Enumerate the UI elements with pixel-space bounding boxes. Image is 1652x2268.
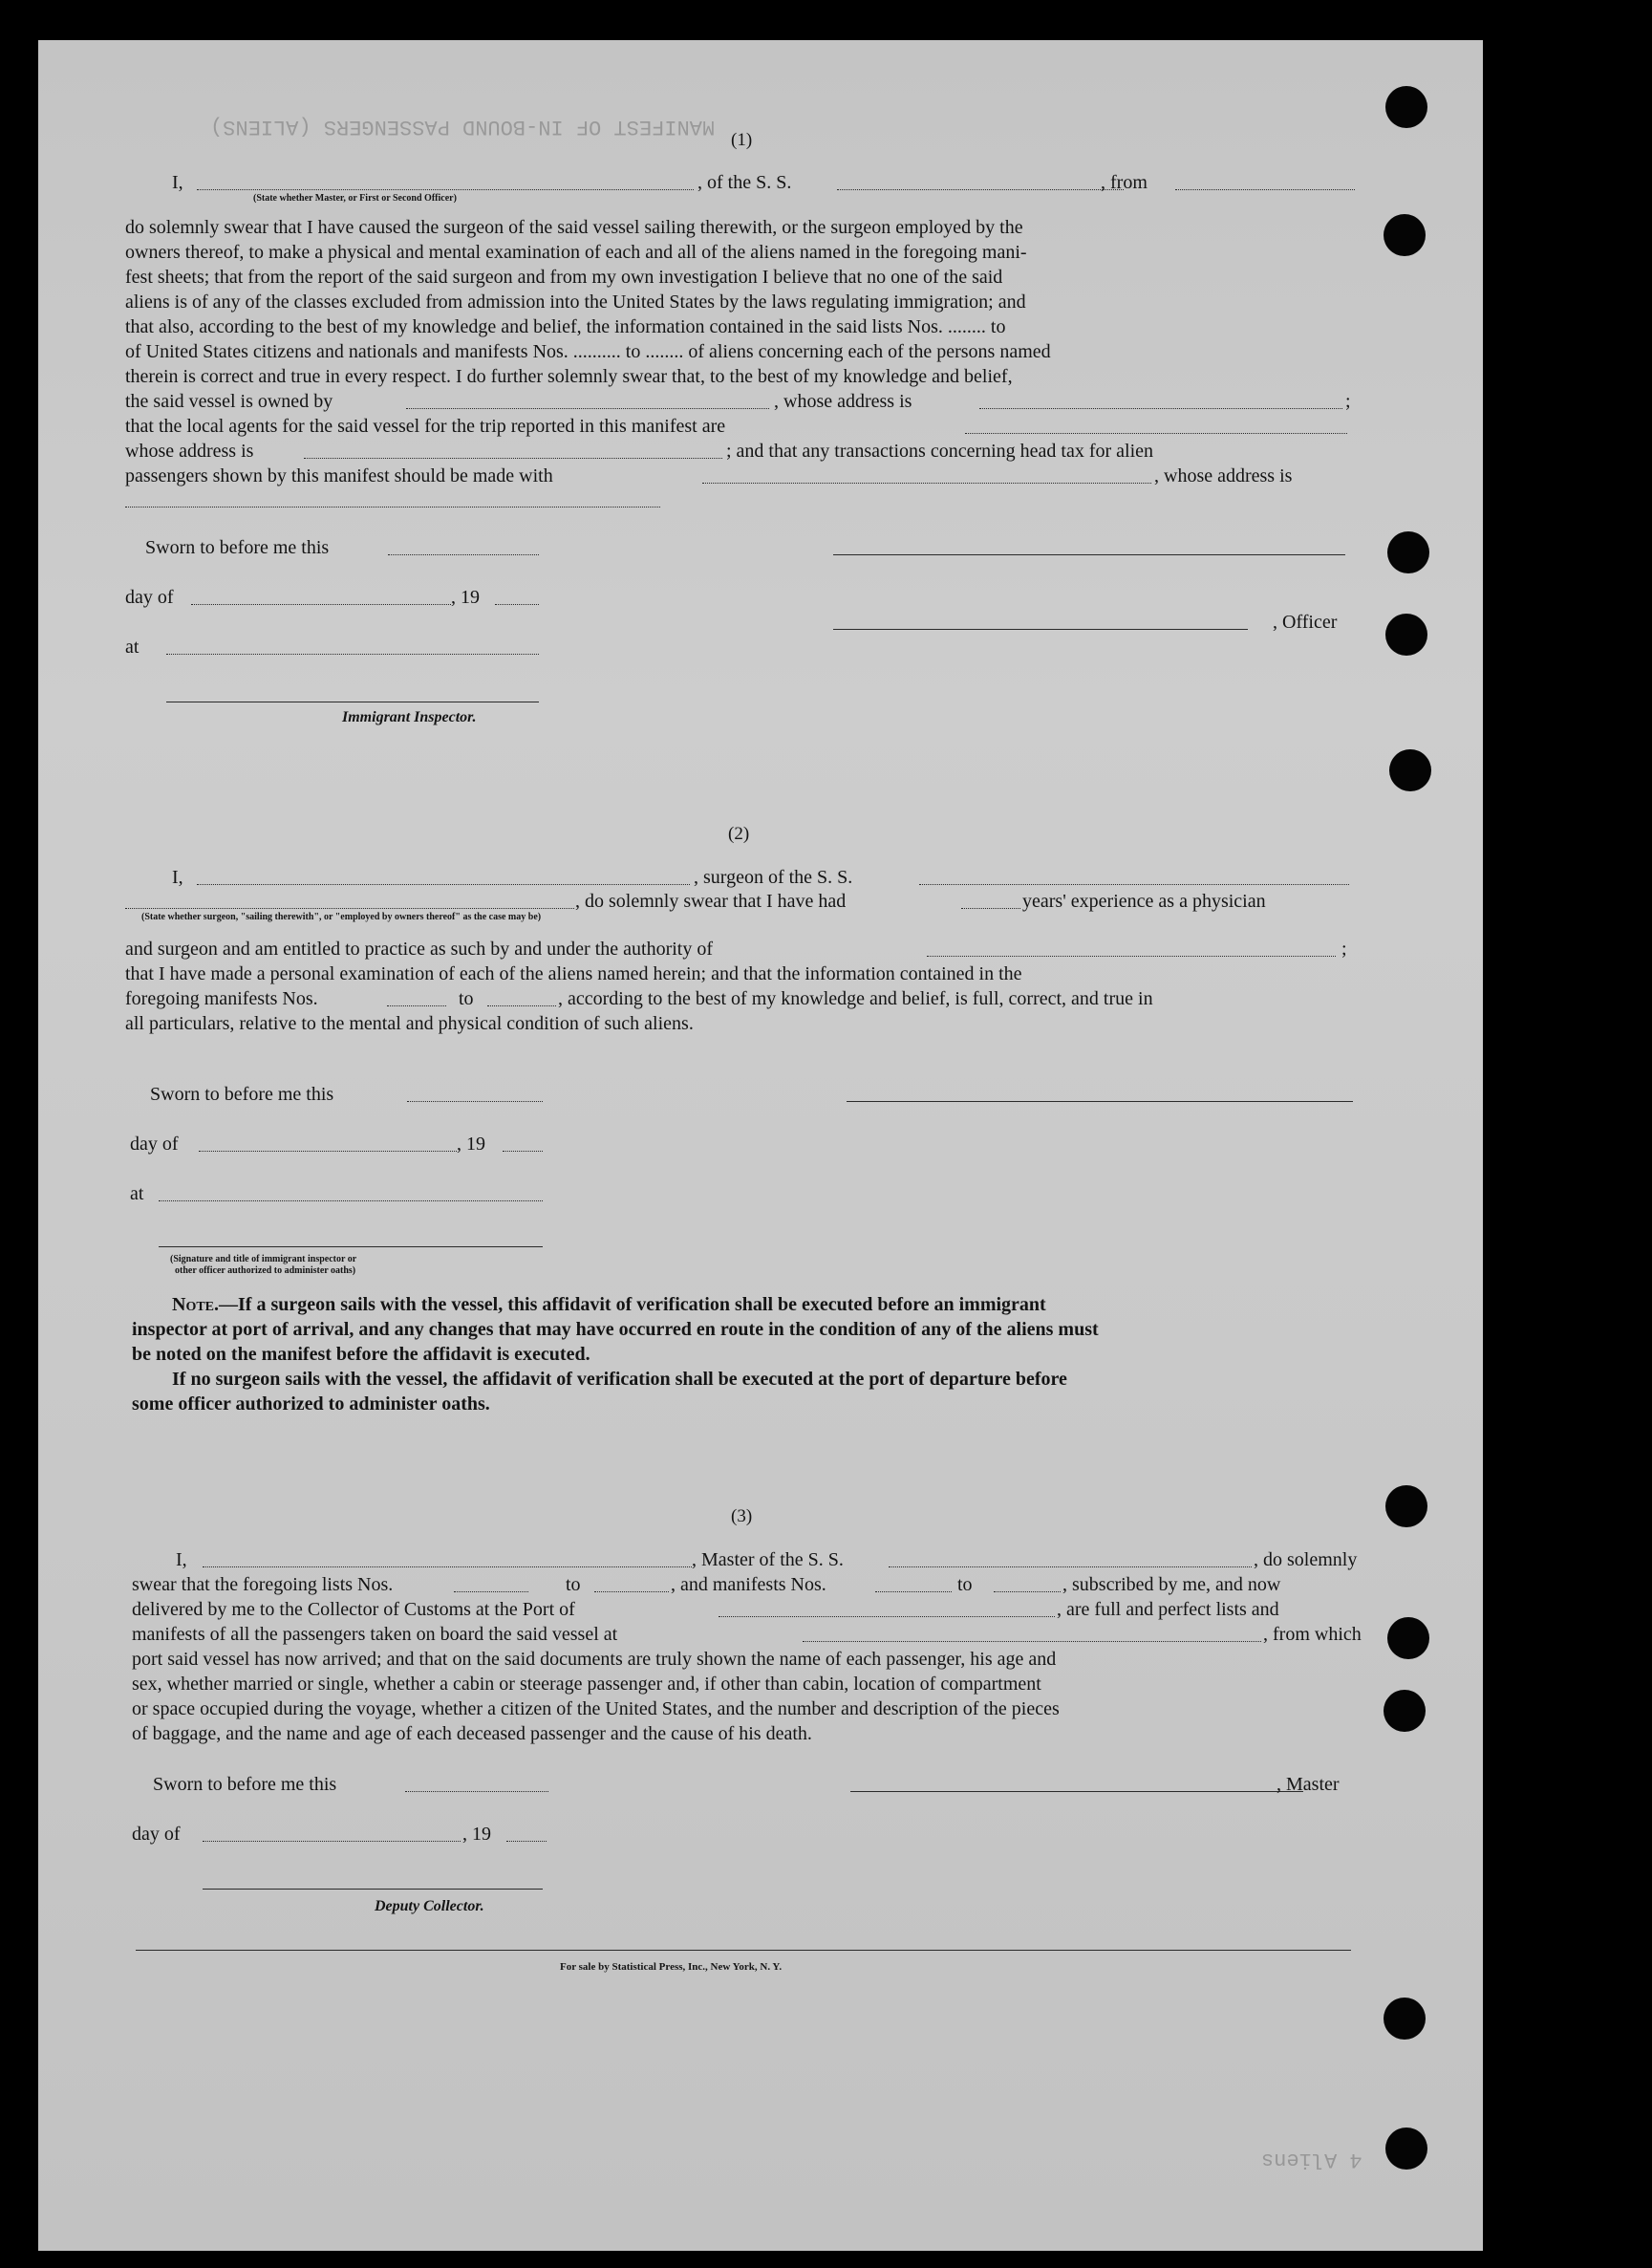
sec3-swear-label: , do solemnly [1254,1549,1358,1570]
sec2-semicolon: ; [1341,939,1347,960]
note-line3: be noted on the manifest before the affidavit is executed. [132,1344,590,1365]
sec2-year-field[interactable] [503,1151,543,1152]
sec3-year-label: , 19 [462,1824,491,1845]
sec2-i-label: I, [172,867,183,888]
sec1-para-line3: fest sheets; that from the report of the said surgeon and from my own investigation I believe that no one of the said [125,267,1003,288]
sec2-at-label: at [130,1183,144,1204]
agents-field[interactable] [965,433,1347,434]
footer-rule [136,1950,1351,1951]
sec3-ship-field[interactable] [889,1566,1252,1567]
bleed-through-count: 4 Aliens [1261,2148,1362,2171]
sec2-year-label: , 19 [457,1134,485,1155]
punch-hole [1387,1617,1429,1659]
sec2-at-field[interactable] [159,1200,543,1201]
sec1-from-label: , from [1101,172,1148,193]
sec3-lists-full-label: , are full and perfect lists and [1057,1599,1279,1620]
punch-hole [1385,614,1427,656]
sec1-officer-signature-line[interactable] [833,629,1248,630]
sec2-para-line4: all particulars, relative to the mental and physical condition of such aliens. [125,1013,694,1034]
years-experience-field[interactable] [961,908,1020,909]
sec3-manifest-from-field[interactable] [875,1591,952,1592]
agent-address-field[interactable] [304,458,722,459]
sec3-manifest-to-field[interactable] [994,1591,1061,1592]
sec3-day-label: day of [132,1824,181,1845]
sec3-lists-label: swear that the foregoing lists Nos. [132,1574,394,1595]
section-3-number: (3) [731,1506,753,1526]
sec3-para-line7: or space occupied during the voyage, whether a citizen of the United States, and the number and description of the pieces [132,1698,1060,1719]
deputy-collector-signature-line[interactable] [203,1889,543,1890]
sec3-para-line8: of baggage, and the name and age of each deceased passenger and the cause of his death. [132,1723,812,1744]
master-name-field[interactable] [203,1566,692,1567]
section-1-number: (1) [731,130,753,150]
note-line2: inspector at port of arrival, and any changes that may have occurred en route in the condition of any of the aliens must [132,1319,1099,1340]
punch-hole [1384,1690,1426,1732]
sec3-from-which-label: , from which [1263,1624,1362,1645]
ship-name-field[interactable] [837,189,1124,190]
sec1-transactions-label: passengers shown by this manifest should be made with [125,465,553,486]
sec3-para-line6: sex, whether married or single, whether a cabin or steerage passenger and, if other than cabin, location of compartment [132,1674,1041,1695]
punch-hole [1385,2128,1427,2170]
sec2-manifest-from-field[interactable] [387,1005,446,1006]
punch-hole [1384,1998,1426,2040]
surgeon-signature-line[interactable] [847,1101,1353,1102]
sec1-i-label: I, [172,172,183,193]
sec3-to-label-2: to [957,1574,973,1595]
sec1-at-label: at [125,637,139,658]
sec1-sworn-date-field[interactable] [388,554,539,555]
owner-address-field[interactable] [979,408,1342,409]
note-line4: If no surgeon sails with the vessel, the affidavit of verification shall be executed at the port of departure before [172,1369,1067,1390]
sec1-headtax-label: ; and that any transactions concerning head tax for alien [726,441,1154,462]
manifest-page [38,40,1483,2251]
punch-hole [1389,749,1431,791]
sec1-inspector-label: Immigrant Inspector. [342,709,477,725]
sec1-para-line1: do solemnly swear that I have caused the surgeon of the said vessel sailing therewith, or the surgeon employed by the [125,217,1023,238]
headtax-address-field[interactable] [125,507,660,508]
surgeon-status-field[interactable] [125,908,574,909]
sec2-para-line2: that I have made a personal examination of each of the aliens named herein; and that the information contained in the [125,963,1022,984]
sec2-ship-field[interactable] [919,884,1349,885]
sec3-sworn-label: Sworn to before me this [153,1774,337,1795]
sec1-ss-label: , of the S. S. [697,172,792,193]
sec1-at-field[interactable] [166,654,539,655]
sec2-day-field[interactable] [199,1151,457,1152]
note-line5: some officer authorized to administer oaths. [132,1393,490,1415]
punch-hole [1384,214,1426,256]
officer-name-field[interactable] [197,189,694,190]
sec2-para-line1: and surgeon and am entitled to practice as such by and under the authority of [125,939,713,960]
sec3-manifests-label: , and manifests Nos. [671,1574,826,1595]
sec3-deputy-label: Deputy Collector. [375,1898,484,1914]
sec1-officer-note: (State whether Master, or First or Second Officer) [253,193,457,204]
sec1-owner-label: the said vessel is owned by [125,391,333,412]
sec3-list-to-field[interactable] [594,1591,669,1592]
sec3-subscribed-label: , subscribed by me, and now [1062,1574,1281,1595]
sec1-transactions-address-label: , whose address is [1154,465,1293,486]
sec2-manifest-to-field[interactable] [487,1005,556,1006]
sec1-agent-address-label: whose address is [125,441,254,462]
from-port-field[interactable] [1175,189,1355,190]
punch-hole [1385,86,1427,128]
owner-field[interactable] [406,408,769,409]
sec3-list-from-field[interactable] [454,1591,528,1592]
sec3-to-label-1: to [566,1574,581,1595]
sec1-para-line7: therein is correct and true in every respect. I do further solemnly swear that, to the best of my knowledge and belief, [125,366,1013,387]
sec1-para-line5: that also, according to the best of my knowledge and belief, the information contained in the said lists Nos. ........ to [125,316,1006,337]
authority-field[interactable] [927,956,1336,957]
note-label: Note. [172,1294,220,1315]
sec3-ss-label: , Master of the S. S. [692,1549,844,1570]
sec2-sworn-label: Sworn to before me this [150,1084,334,1105]
sec1-sworn-label: Sworn to before me this [145,537,330,558]
sec1-semicolon: ; [1345,391,1351,412]
surgeon-name-field[interactable] [197,884,690,885]
sec3-year-field[interactable] [506,1841,547,1842]
sec3-day-field[interactable] [203,1841,461,1842]
sec3-para-line5: port said vessel has now arrived; and that on the said documents are truly shown the name of each passenger, his age and [132,1649,1057,1670]
sec1-year-field[interactable] [495,604,539,605]
sec3-sworn-date-field[interactable] [405,1791,548,1792]
sec1-para-line6: of United States citizens and nationals and manifests Nos. .......... to ........ of aliens concerning each of the persons named [125,341,1051,362]
sec2-official-signature-line[interactable] [159,1246,543,1247]
sec2-swear-label: , do solemnly swear that I have had [575,891,847,912]
sec2-status-note: (State whether surgeon, "sailing therewith", or "employed by owners thereof" as the case may be) [141,912,542,922]
sec3-master-label: , Master [1277,1774,1340,1795]
sec2-day-label: day of [130,1134,179,1155]
sec1-year-label: , 19 [451,587,480,608]
master-signature-line[interactable] [850,1791,1303,1792]
sec1-agents-label: that the local agents for the said vessel for the trip reported in this manifest are [125,416,726,437]
printer-imprint: For sale by Statistical Press, Inc., New York, N. Y. [560,1961,783,1973]
sec2-sig-note-line2: other officer authorized to administer oaths) [175,1265,356,1276]
headtax-party-field[interactable] [702,483,1151,484]
sec2-ss-label: , surgeon of the S. S. [694,867,853,888]
sec1-para-line4: aliens is of any of the classes excluded from admission into the United States by the laws regulating immigration; and [125,292,1026,313]
sec3-i-label: I, [176,1549,187,1570]
bleed-through-title: MANIFEST OF IN-BOUND PASSENGERS (ALIENS) [210,115,716,139]
sec3-port-label: delivered by me to the Collector of Customs at the Port of [132,1599,575,1620]
sec1-officer-label: , Officer [1273,612,1338,633]
note-line1: —If a surgeon sails with the vessel, this affidavit of verification shall be executed before an immigrant [219,1294,1046,1315]
sec1-day-field[interactable] [191,604,451,605]
sec1-officer-signature-line-top[interactable] [833,554,1345,555]
boarding-port-field[interactable] [803,1641,1261,1642]
sec1-day-label: day of [125,587,174,608]
sec2-experience-label: years' experience as a physician [1022,891,1266,912]
sec1-para-line2: owners thereof, to make a physical and mental examination of each and all of the aliens named in the foregoing mani- [125,242,1027,263]
sec2-para-line3-rest: , according to the best of my knowledge and belief, is full, correct, and true in [558,988,1153,1009]
sec2-sig-note-line1: (Signature and title of immigrant inspector or [170,1254,357,1264]
punch-hole [1385,1485,1427,1527]
section-2-number: (2) [728,824,750,844]
sec3-boarded-label: manifests of all the passengers taken on board the said vessel at [132,1624,618,1645]
punch-hole [1387,531,1429,573]
sec2-manifests-label: foregoing manifests Nos. [125,988,318,1009]
port-of-entry-field[interactable] [719,1616,1055,1617]
sec1-owner-address-label: , whose address is [774,391,912,412]
sec2-sworn-date-field[interactable] [407,1101,543,1102]
sec2-to-label: to [459,988,474,1009]
